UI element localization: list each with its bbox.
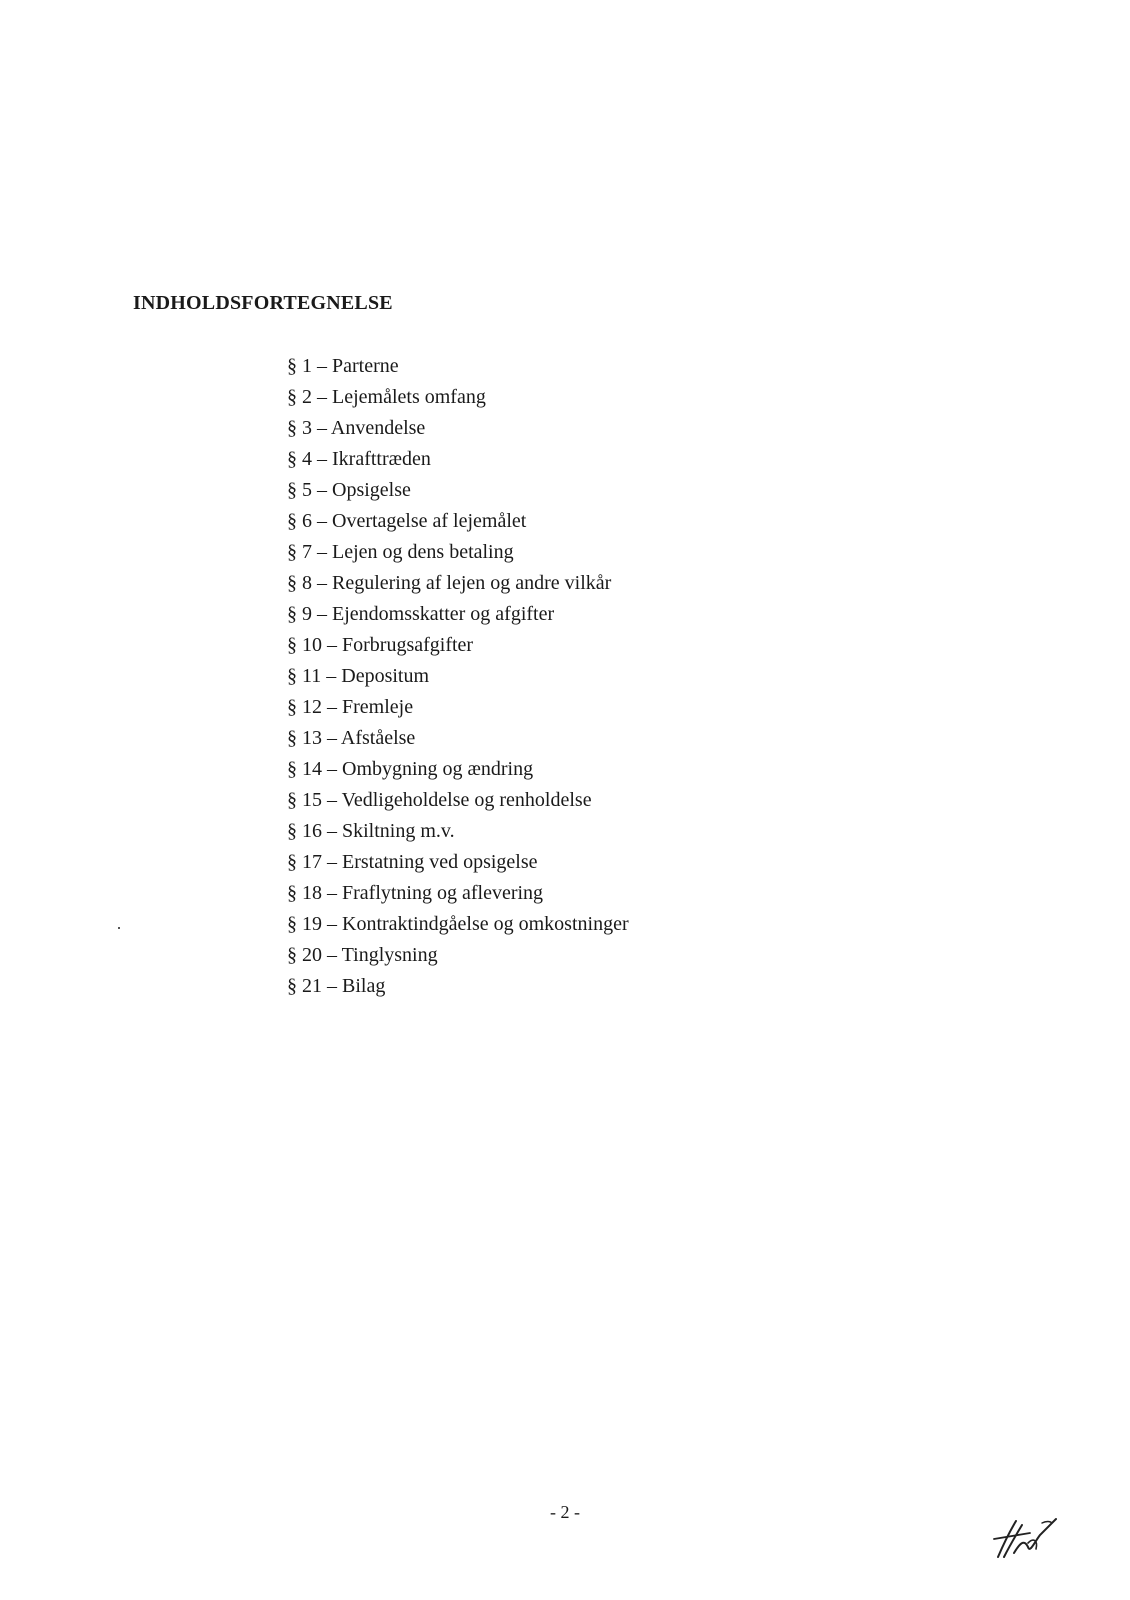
toc-item: § 6 – Overtagelse af lejemålet [287,510,527,532]
scan-speck [118,927,120,929]
toc-item: § 4 – Ikrafttræden [287,448,431,470]
toc-item: § 20 – Tinglysning [287,944,438,966]
toc-item: § 9 – Ejendomsskatter og afgifter [287,603,555,625]
toc-item: § 13 – Afståelse [287,727,416,749]
signature-initials [990,1513,1060,1563]
toc-item: § 8 – Regulering af lejen og andre vilkår [287,572,612,594]
toc-item: § 14 – Ombygning og ændring [287,758,534,780]
toc-item: § 3 – Anvendelse [287,417,426,439]
toc-item: § 19 – Kontraktindgåelse og omkostninger [287,913,629,935]
toc-item: § 7 – Lejen og dens betaling [287,541,514,563]
toc-list [287,356,629,1007]
toc-item: § 10 – Forbrugsafgifter [287,634,474,656]
toc-item: § 21 – Bilag [287,975,386,997]
toc-item: § 11 – Depositum [287,665,430,687]
toc-item: § 1 – Parterne [287,355,399,377]
toc-item: § 12 – Fremleje [287,696,414,718]
toc-item: § 2 – Lejemålets omfang [287,386,486,408]
toc-heading: INDHOLDSFORTEGNELSE [133,292,393,314]
page-number: - 2 - [550,1502,580,1522]
toc-item: § 17 – Erstatning ved opsigelse [287,851,538,873]
toc-item: § 5 – Opsigelse [287,479,411,501]
toc-item: § 16 – Skiltning m.v. [287,820,455,842]
toc-item: § 15 – Vedligeholdelse og renholdelse [287,789,592,811]
toc-item: § 18 – Fraflytning og aflevering [287,882,544,904]
